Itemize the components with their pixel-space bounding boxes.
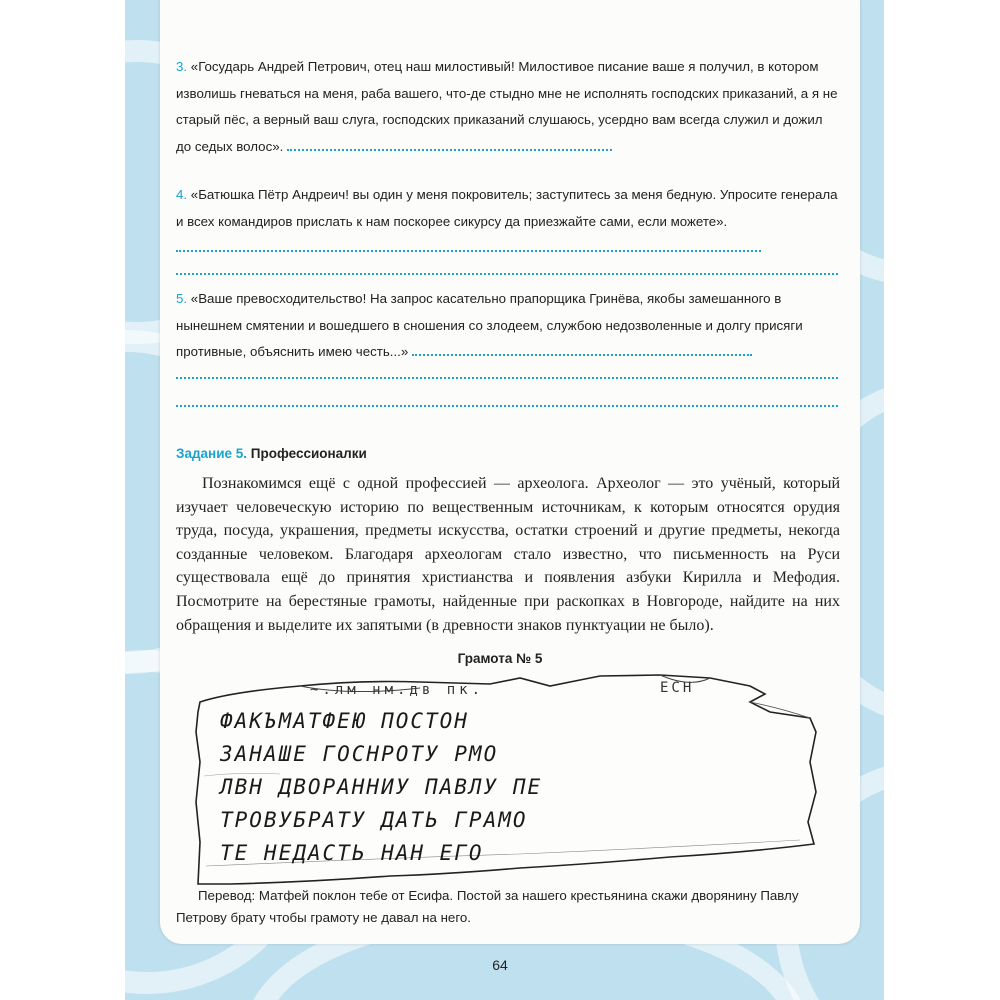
- gramota-line: ТЕ НЕДАСТЬ НАН ЕГО: [220, 841, 484, 865]
- exercise-item-3: [176, 54, 838, 160]
- gramota-text: [220, 705, 800, 870]
- gramota-line: ФАКЪМАТФЕЮ ПОСТОН: [220, 709, 469, 733]
- answer-line[interactable]: [412, 354, 752, 356]
- item-number: 5.: [176, 291, 188, 306]
- item-number: 4.: [176, 187, 188, 202]
- task-title: Профессионалки: [250, 446, 367, 461]
- exercise-item-4: [176, 182, 838, 262]
- answer-line[interactable]: [176, 376, 838, 379]
- gramota-line: ЛВН ДВОРАННИУ ПАВЛУ ПЕ: [220, 775, 543, 799]
- gramota-line: ТРОВУБРАТУ ДАТЬ ГРАМО: [220, 808, 528, 832]
- item-number: 3.: [176, 59, 188, 74]
- answer-line[interactable]: [176, 272, 838, 275]
- answer-line[interactable]: [287, 149, 612, 151]
- exercise-item-5: [176, 286, 838, 366]
- page-edge: [884, 0, 1000, 1000]
- gramota-title: Грамота № 5: [457, 651, 543, 666]
- answer-line[interactable]: [176, 250, 761, 252]
- bark-fragment-text: ~.лм нм.дв пк.: [310, 682, 485, 698]
- item-text: «Ваше превосходительство! На запрос касательно прапорщика Гринёва, якобы замешанного в нынешнем смятении и вошедшего в сношения со злодеем, службою недозволенные и долгу присяги противные, объяснить имею честь...»: [176, 291, 803, 359]
- translation-text: Перевод: Матфей поклон тебе от Есифа. Постой за нашего крестьянина скажи дворянину Павлу Петрову брату чтобы грамоту не давал на него.: [176, 888, 799, 925]
- page-number: 64: [492, 957, 508, 973]
- item-text: «Батюшка Пётр Андреич! вы один у меня покровитель; заступитесь за меня бедную. Упросите генерала и всех командиров прислать к нам поскорее сикурсу да приезжайте сами, если можете».: [176, 187, 838, 229]
- task-label: Задание 5.: [176, 446, 248, 461]
- task-heading: [176, 446, 367, 461]
- answer-line[interactable]: [176, 404, 838, 407]
- task-paragraph: Познакомимся ещё с одной профессией — археолога. Археолог — это учёный, который изучает человеческую историю по вещественным источникам, к которым относятся орудия труда, посуда, украшения, предметы искусства, остатки строений и другие предметы, некогда созданные человеком. Благодаря археологам стало известно, что письменность на Руси существовала ещё до принятия христианства и появления азбуки Кирилла и Мефодия. Посмотрите на берестяные грамоты, найденные при раскопках в Новгороде, найдите на них обращения и выделите их запятыми (в древности знаков пунктуации не было).: [176, 475, 840, 634]
- gramota-line: ЗАНАШЕ ГОСНРОТУ РМО: [220, 742, 499, 766]
- item-text: «Государь Андрей Петрович, отец наш милостивый! Милостивое писание ваше я получил, в котором изволишь гневаться на меня, раба вашего, что-де стыдно мне не исполнять господских приказаний, а я не старый пёс, а верный ваш слуга, господских приказаний слушаюсь, усердно вам всегда служил и дожил до седых волос».: [176, 59, 838, 154]
- bark-fragment-text: ЕСН: [660, 680, 695, 696]
